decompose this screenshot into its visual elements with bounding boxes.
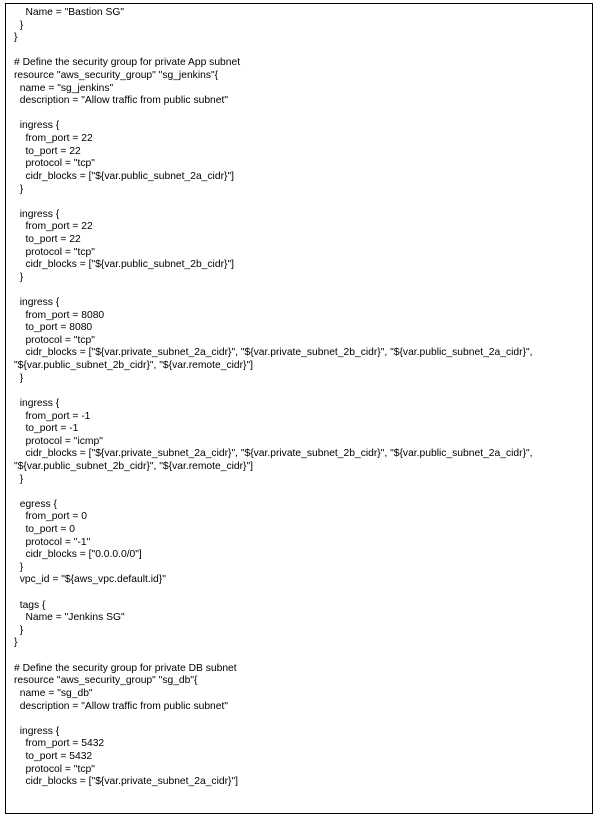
code-line: # Define the security group for private DB subnet (14, 662, 237, 674)
code-line: cidr_blocks = ["${var.public_subnet_2a_cidr}"] (14, 170, 234, 182)
code-line: cidr_blocks = ["${var.private_subnet_2a_cidr}", "${var.private_subnet_2b_cidr}", "${var.public_subnet_2a_cidr}", (14, 347, 533, 359)
code-line (14, 587, 590, 600)
code-line: to_port = 5432 (14, 750, 93, 762)
code-line: from_port = -1 (14, 410, 91, 422)
code-line: } (14, 19, 24, 31)
code-line: from_port = 8080 (14, 309, 105, 321)
code-line: protocol = "tcp" (14, 763, 95, 775)
code-line: ingress { (14, 397, 60, 409)
code-line: tags { (14, 599, 46, 611)
code-line (14, 45, 590, 58)
code-line: protocol = "tcp" (14, 158, 95, 170)
code-line: Name = "Jenkins SG" (14, 612, 125, 624)
code-line (14, 486, 590, 499)
code-line: name = "sg_db" (14, 687, 93, 699)
code-line: from_port = 0 (14, 511, 87, 523)
code-line: "${var.public_subnet_2b_cidr}", "${var.remote_cidr}"] (14, 460, 254, 472)
code-line: to_port = -1 (14, 423, 79, 435)
code-line: protocol = "-1" (14, 536, 91, 548)
code-line (14, 284, 590, 297)
code-line: } (14, 271, 24, 283)
code-line: cidr_blocks = ["${var.private_subnet_2a_cidr}", "${var.private_subnet_2b_cidr}", "${var.public_subnet_2a_cidr}", (14, 448, 533, 460)
code-line: } (14, 624, 24, 636)
code-line (14, 713, 590, 726)
code-line: } (14, 183, 24, 195)
code-line: cidr_blocks = ["${var.private_subnet_2a_cidr}"] (14, 776, 238, 788)
code-line: protocol = "tcp" (14, 334, 95, 346)
code-line: protocol = "tcp" (14, 246, 95, 258)
code-line: vpc_id = "${aws_vpc.default.id}" (14, 574, 166, 586)
code-document-frame (5, 3, 593, 814)
code-line: ingress { (14, 297, 60, 309)
code-line: resource "aws_security_group" "sg_db"{ (14, 675, 198, 687)
code-line: description = "Allow traffic from public subnet" (14, 95, 229, 107)
code-line: from_port = 22 (14, 221, 93, 233)
code-line (14, 650, 590, 663)
code-line: description = "Allow traffic from public subnet" (14, 700, 229, 712)
code-line: } (14, 637, 18, 649)
code-line: ingress { (14, 208, 60, 220)
code-line: "${var.public_subnet_2b_cidr}", "${var.remote_cidr}"] (14, 360, 254, 372)
code-line (14, 196, 590, 209)
code-line: name = "sg_jenkins" (14, 82, 114, 94)
code-line: from_port = 5432 (14, 738, 105, 750)
code-line: cidr_blocks = ["0.0.0.0/0"] (14, 549, 142, 561)
code-line: } (14, 32, 18, 44)
code-line: resource "aws_security_group" "sg_jenkins"{ (14, 70, 219, 82)
code-line: to_port = 22 (14, 233, 81, 245)
code-line: } (14, 473, 24, 485)
code-line: ingress { (14, 725, 60, 737)
code-line: } (14, 372, 24, 384)
code-line: } (14, 561, 24, 573)
code-line: Name = "Bastion SG" (14, 7, 125, 18)
code-line (14, 385, 590, 398)
code-line: ingress { (14, 120, 60, 132)
code-line: from_port = 22 (14, 133, 93, 145)
code-line: to_port = 8080 (14, 322, 93, 334)
code-line: to_port = 22 (14, 145, 81, 157)
code-line: egress { (14, 498, 57, 510)
code-line: # Define the security group for private App subnet (14, 57, 241, 69)
code-line (14, 108, 590, 121)
code-line: to_port = 0 (14, 523, 75, 535)
code-line: protocol = "icmp" (14, 435, 103, 447)
code-line: cidr_blocks = ["${var.public_subnet_2b_cidr}"] (14, 259, 234, 271)
code-block (14, 7, 590, 789)
